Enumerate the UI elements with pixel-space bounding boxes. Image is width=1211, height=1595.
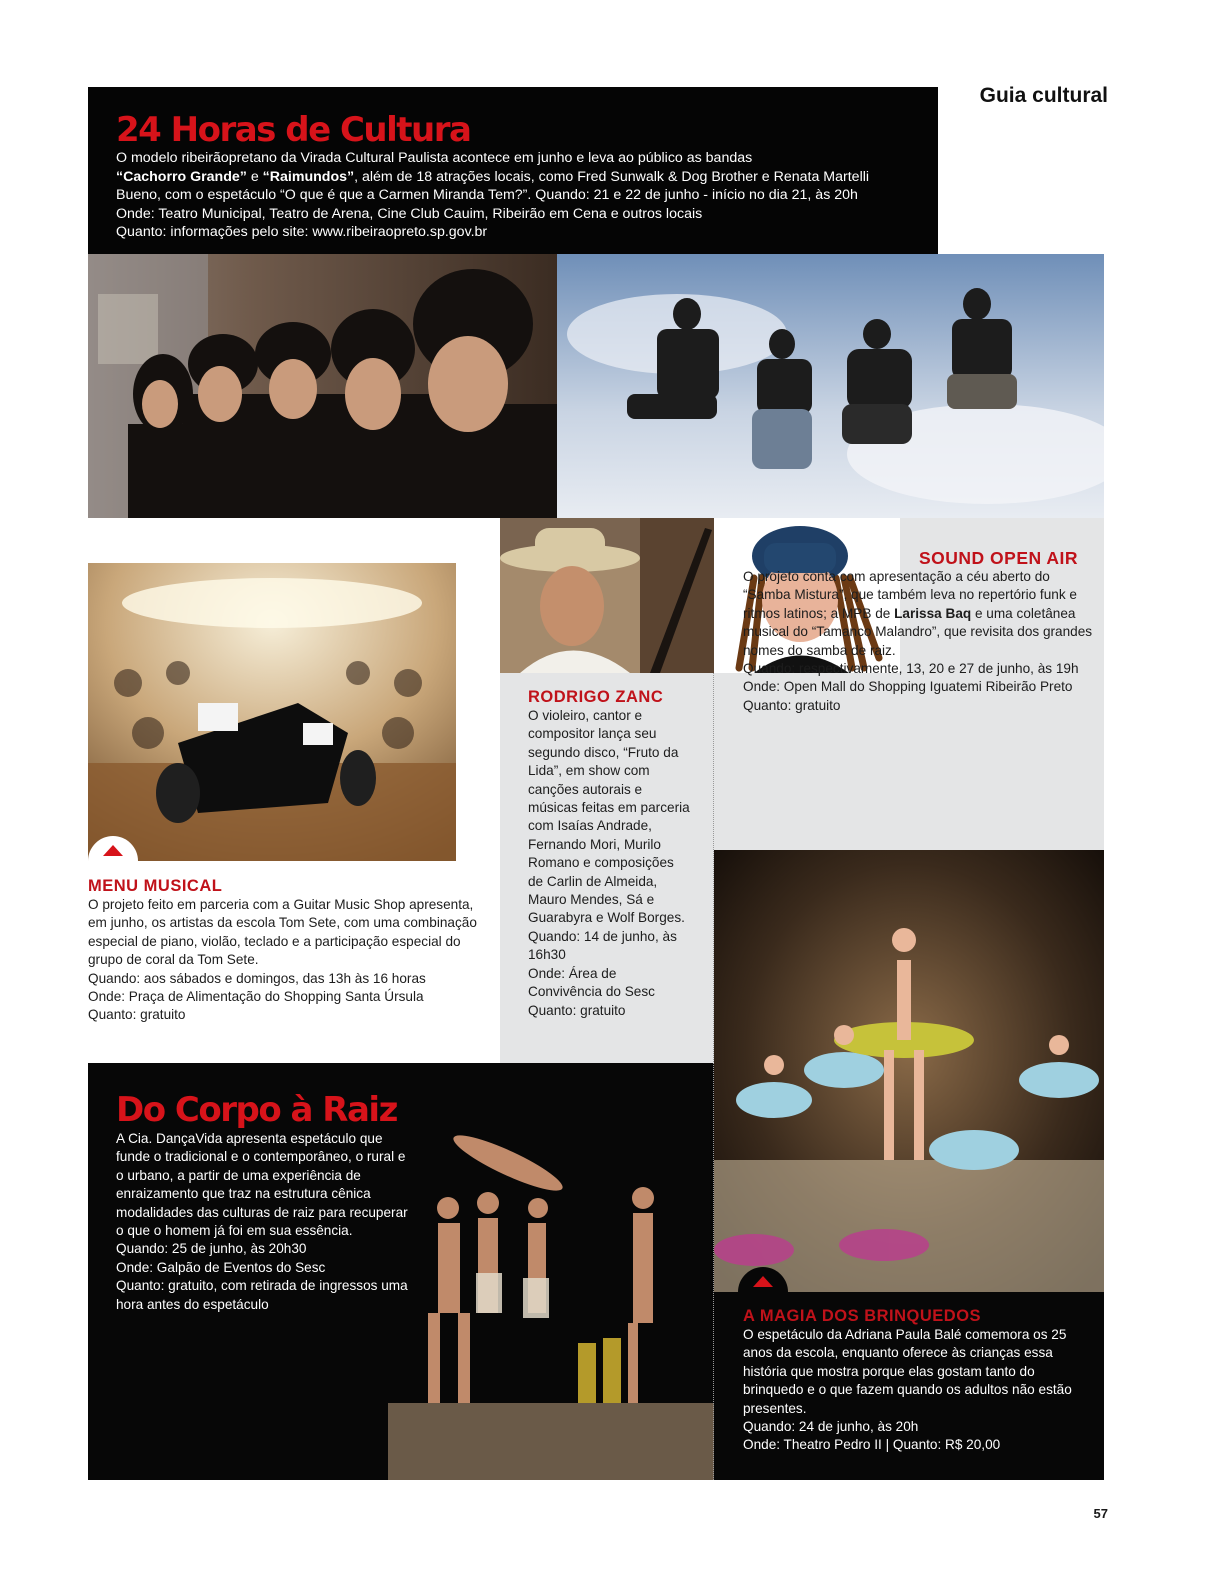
- section-label: Guia cultural: [979, 84, 1108, 107]
- do-corpo-when: Quando: 25 de junho, às 20h30: [116, 1241, 307, 1257]
- rodrigo-zanc-title: RODRIGO ZANC: [528, 688, 664, 706]
- main-feature-line-3: Bueno, com o espetáculo “O que é que a Carmen Miranda Tem?”. Quando: 21 e 22 de junho - início no dia 21, às 20h: [116, 187, 858, 203]
- rodrigo-zanc-where: Onde: Área de Convivência do Sesc: [528, 965, 655, 1000]
- magia-body: O espetáculo da Adriana Paula Balé comemora os 25 anos da escola, enquanto oferece às crianças essa história que mostra porque elas gostam tanto do brinquedo e o que fazem quando os adultos não estão presentes.: [743, 1327, 1072, 1416]
- do-corpo-panel: [88, 1063, 714, 1480]
- sound-open-air-when: Quando: respectivamente, 13, 20 e 27 de junho, às 19h: [743, 661, 1079, 677]
- magia-article: [743, 1306, 1093, 1455]
- rodrigo-zanc-when: Quando: 14 de junho, às 16h30: [528, 928, 677, 963]
- artist-larissa-baq: Larissa Baq: [894, 605, 972, 621]
- do-corpo-where: Onde: Galpão de Eventos do Sesc: [116, 1259, 326, 1275]
- sound-open-air-body: [743, 568, 1098, 660]
- column-divider: [713, 673, 714, 1480]
- menu-musical-title: MENU MUSICAL: [88, 877, 223, 895]
- ballet-photo: [714, 850, 1104, 1292]
- conjunction: e: [246, 168, 263, 185]
- band-portrait-photo: [88, 254, 557, 518]
- do-corpo-title: Do Corpo à Raiz: [116, 1090, 397, 1130]
- sound-open-air-heading: [919, 548, 1099, 568]
- main-feature-line-5: Quanto: informações pelo site: www.ribeiraopreto.sp.gov.br: [116, 224, 488, 240]
- jumping-band-photo: [557, 254, 1104, 518]
- main-feature-block: [88, 87, 938, 254]
- rodrigo-zanc-article: [528, 687, 690, 1020]
- band-cachorro-grande: “Cachorro Grande”: [116, 168, 247, 185]
- band-raimundos: “Raimundos”: [262, 168, 355, 185]
- do-corpo-body: A Cia. DançaVida apresenta espetáculo que funde o tradicional e o contemporâneo, o rural e o urbano, a partir de uma experiência de enraizamento que traz na estrutura cênica modalidades das culturas de raiz para recuperar o que o homem já foi em sua essência.: [116, 1131, 408, 1239]
- menu-musical-when: Quando: aos sábados e domingos, das 13h às 16 horas: [88, 970, 426, 986]
- rodrigo-zanc-photo: [500, 518, 714, 673]
- magia-when: Quando: 24 de junho, às 20h: [743, 1419, 919, 1435]
- page-number: 57: [1093, 1506, 1108, 1521]
- rodrigo-zanc-price: Quanto: gratuito: [528, 1002, 626, 1018]
- main-feature-title: 24 Horas de Cultura: [116, 110, 471, 150]
- menu-musical-price: Quanto: gratuito: [88, 1007, 186, 1023]
- piano-food-court-photo: [88, 563, 456, 861]
- sound-open-air-price: Quanto: gratuito: [743, 697, 841, 713]
- magia-title: A MAGIA DOS BRINQUEDOS: [743, 1307, 982, 1325]
- sound-open-air-article: [743, 568, 1098, 715]
- main-feature-line-4: Onde: Teatro Municipal, Teatro de Arena, Cine Club Cauim, Ribeirão em Cena e outros locais: [116, 205, 703, 222]
- menu-musical-body: O projeto feito em parceria com a Guitar Music Shop apresenta, em junho, os artistas da escola Tom Sete, com uma combinação especial de piano, violão, teclado e a participação especial do grupo de coral da Tom Sete.: [88, 897, 477, 968]
- main-feature-line-1: O modelo ribeirãopretano da Virada Cultural Paulista acontece em junho e leva ao público as bandas: [116, 150, 753, 166]
- magia-where-price: Onde: Theatro Pedro II | Quanto: R$ 20,00: [743, 1437, 1001, 1453]
- sound-open-air-body-a: O projeto conta com apresentação a céu aberto do “Samba Mistura”, que também leva no repertório funk e ritmos latinos; a MPB de: [743, 569, 1077, 621]
- sound-open-air-title: SOUND OPEN AIR: [919, 548, 1079, 568]
- menu-musical-where: Onde: Praça de Alimentação do Shopping Santa Úrsula: [88, 989, 424, 1005]
- main-feature-line-2-rest: , além de 18 atrações locais, como Fred Sunwalk & Dog Brother e Renata Martelli: [354, 168, 870, 185]
- main-feature-line-2: [116, 168, 924, 187]
- menu-musical-article: [88, 876, 488, 1025]
- rodrigo-zanc-body: O violeiro, cantor e compositor lança seu segundo disco, “Fruto da Lida”, em show com canções autorais e músicas feitas em parceria com Isaías Andrade, Fernando Mori, Murilo Romano e composições de Carlin de Almeida, Mauro Mendes, Sá e Guarabyra e Wolf Borges.: [528, 708, 690, 926]
- do-corpo-price: Quanto: gratuito, com retirada de ingressos uma hora antes do espetáculo: [116, 1278, 408, 1312]
- do-corpo-article: [116, 1090, 416, 1314]
- sound-open-air-where: Onde: Open Mall do Shopping Iguatemi Ribeirão Preto: [743, 679, 1073, 695]
- sound-open-air-body-b: e uma coletânea musical do “Tamanco Malandro”, que revisita dos grandes nomes do samba de raiz.: [743, 605, 1093, 658]
